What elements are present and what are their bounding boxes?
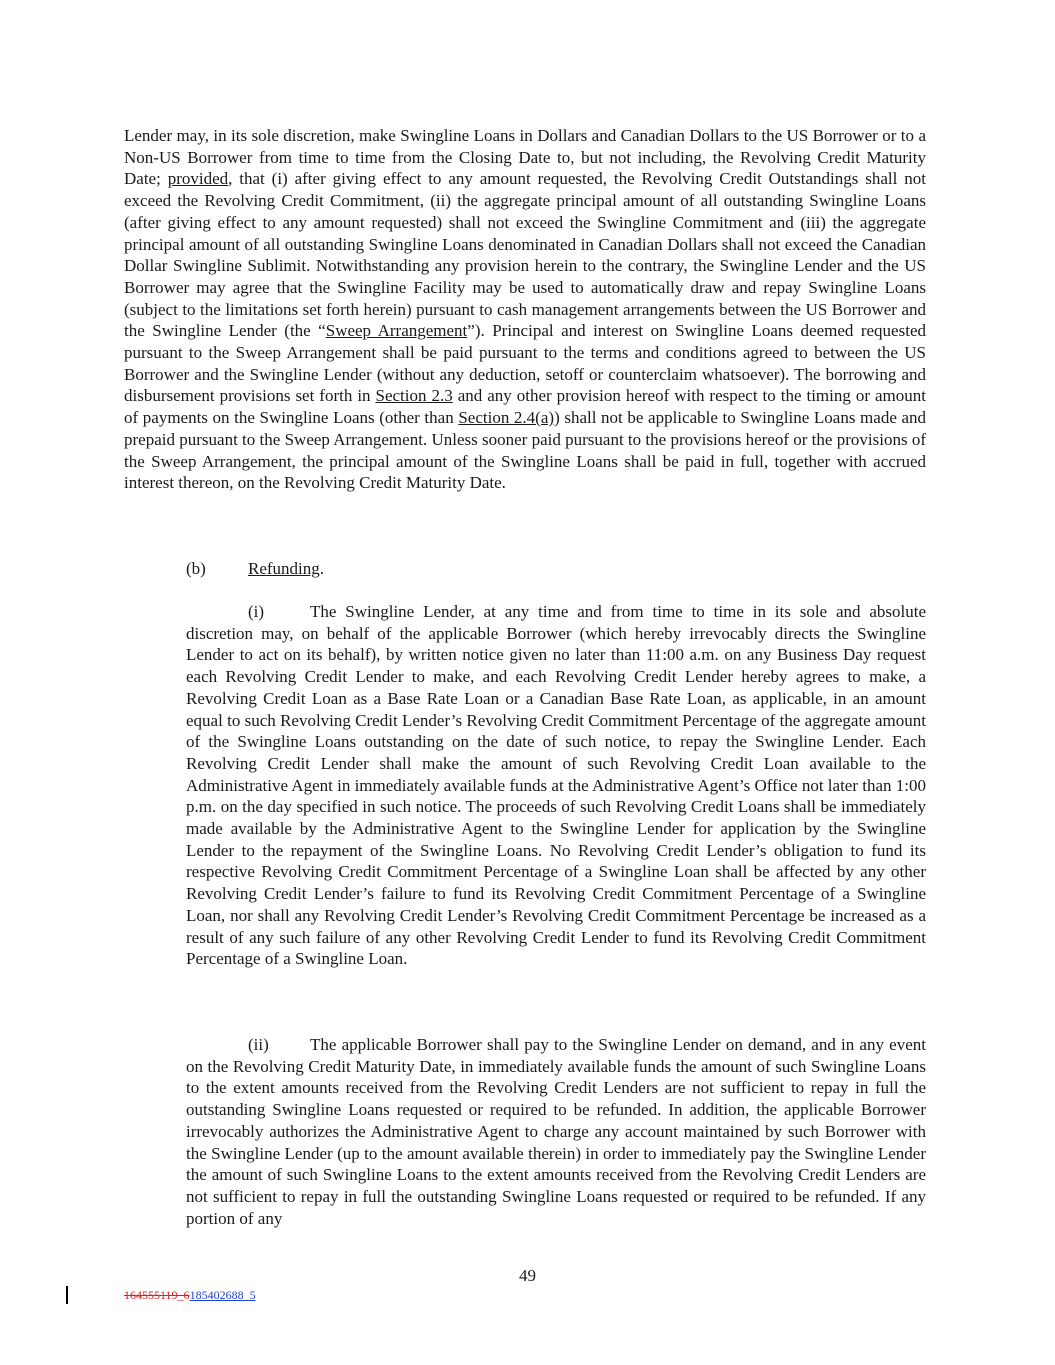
- paragraph-swingline-loans: [124, 125, 926, 494]
- section-2-4a-reference: Section 2.4(a): [458, 408, 555, 428]
- document-id-inserted: 185402688_5: [189, 1288, 256, 1302]
- subparagraph-i: [186, 601, 926, 970]
- sweep-arrangement-term: Sweep Arrangement: [325, 321, 468, 341]
- paragraph-text: , that (i) after giving effect to any amount requested, the Revolving Credit Outstandings shall not exceed the Revolving Credit Commitment, (ii) the aggregate principal amount of all outstanding Swingline Loans (after giving effect to any amount requested) shall not exceed the Swingline Commitment and (iii) the aggregate principal amount of all outstanding Swingline Loans denominated in Canadian Dollars shall not exceed the Canadian Dollar Swingline Sublimit. Notwithstanding any provision herein to the contrary, the Swingline Lender and the US Borrower may agree that the Swingline Facility may be used to automatically draw and repay Swingline Loans (subject to the limitations set forth herein) pursuant to cash management arrangements between the US Borrower and the Swingline Lender (the “: [124, 169, 926, 341]
- subparagraph-text: The Swingline Lender, at any time and from time to time in its sole and absolute discretion may, on behalf of the applicable Borrower (which hereby irrevocably directs the Swingline Lender to act on its behalf), by written notice given no later than 11:00 a.m. on any Business Day request each Revolving Credit Lender to make, and each Revolving Credit Lender hereby agrees to make, a Revolving Credit Loan as a Base Rate Loan or a Canadian Base Rate Loan, as applicable, in an amount equal to such Revolving Credit Lender’s Revolving Credit Commitment Percentage of the aggregate amount of the Swingline Loans outstanding on the date of such notice, to repay the Swingline Lender. Each Revolving Credit Lender shall make the amount of such Revolving Credit Loan available to the Administrative Agent in immediately available funds at the Administrative Agent’s Office not later than 1:00 p.m. on the day specified in such notice. The proceeds of such Revolving Credit Loans shall be immediately made available by the Administrative Agent to the Swingline Lender for application by the Swingline Lender to the repayment of the Swingline Loans. No Revolving Credit Lender’s obligation to fund its respective Revolving Credit Commitment Percentage of a Swingline Loan shall be affected by any other Revolving Credit Lender’s failure to fund its Revolving Credit Commitment Percentage of a Swingline Loan, nor shall any Revolving Credit Lender’s Revolving Credit Commitment Percentage be increased as a result of any such failure of any other Revolving Credit Lender to fund its Revolving Credit Commitment Percentage of a Swingline Loan.: [186, 602, 926, 969]
- document-id: [124, 1288, 256, 1303]
- section-number: (b): [186, 559, 206, 578]
- subparagraph-number: (i): [248, 602, 265, 621]
- revision-change-bar: [66, 1286, 68, 1304]
- section-heading-refunding: [186, 558, 324, 580]
- section-title: Refunding: [248, 559, 320, 578]
- paragraph-text: Lender may, in its sole discretion, make Swingline Loans in Dollars and Canadian Dollars to the US Borrower or to a Non-US Borrower from time to time from the Closing Date to, but not including, the Revolving Credit Maturity Date;: [124, 126, 926, 189]
- paragraph-text: ) shall not be applicable to Swingline Loans made and prepaid pursuant to the Sweep Arrangement. Unless sooner paid pursuant to the provisions hereof or the provisions of the Sweep Arrangement, the principal amount of the Swingline Loans shall be paid in full, together with accrued interest thereon, on the Revolving Credit Maturity Date.: [124, 408, 927, 493]
- subparagraph-ii: [186, 1034, 926, 1229]
- paragraph-text: ”). Principal and interest on Swingline Loans deemed requested pursuant to the Sweep Arrangement shall be paid pursuant to the terms and conditions agreed to between the US Borrower and the Swingline Lender (without any deduction, setoff or counterclaim whatsoever). The borrowing and disbursement provisions set forth in: [124, 321, 926, 406]
- section-2-3-reference: Section 2.3: [375, 386, 453, 406]
- subparagraph-text: The applicable Borrower shall pay to the Swingline Lender on demand, and in any event on the Revolving Credit Maturity Date, in immediately available funds the amount of such Swingline Loans to the extent amounts received from the Revolving Credit Lenders are not sufficient to repay in full the outstanding Swingline Loans requested or required to be refunded. In addition, the applicable Borrower irrevocably authorizes the Administrative Agent to charge any account maintained by such Borrower with the Swingline Lender (up to the amount available therein) in order to immediately pay the Swingline Lender the amount of such Swingline Loans to the extent amounts received from the Revolving Credit Lenders are not sufficient to repay in full the outstanding Swingline Loans requested or required to be refunded. If any portion of any: [186, 1035, 926, 1228]
- section-title-period: .: [319, 559, 325, 578]
- subparagraph-number: (ii): [248, 1035, 269, 1054]
- provided-term: provided: [167, 169, 229, 189]
- page-number: 49: [519, 1266, 536, 1285]
- paragraph-text: and any other provision hereof with respect to the timing or amount of payments on the Swingline Loans (other than: [124, 386, 926, 428]
- document-id-deleted: 164555119_6: [124, 1288, 190, 1302]
